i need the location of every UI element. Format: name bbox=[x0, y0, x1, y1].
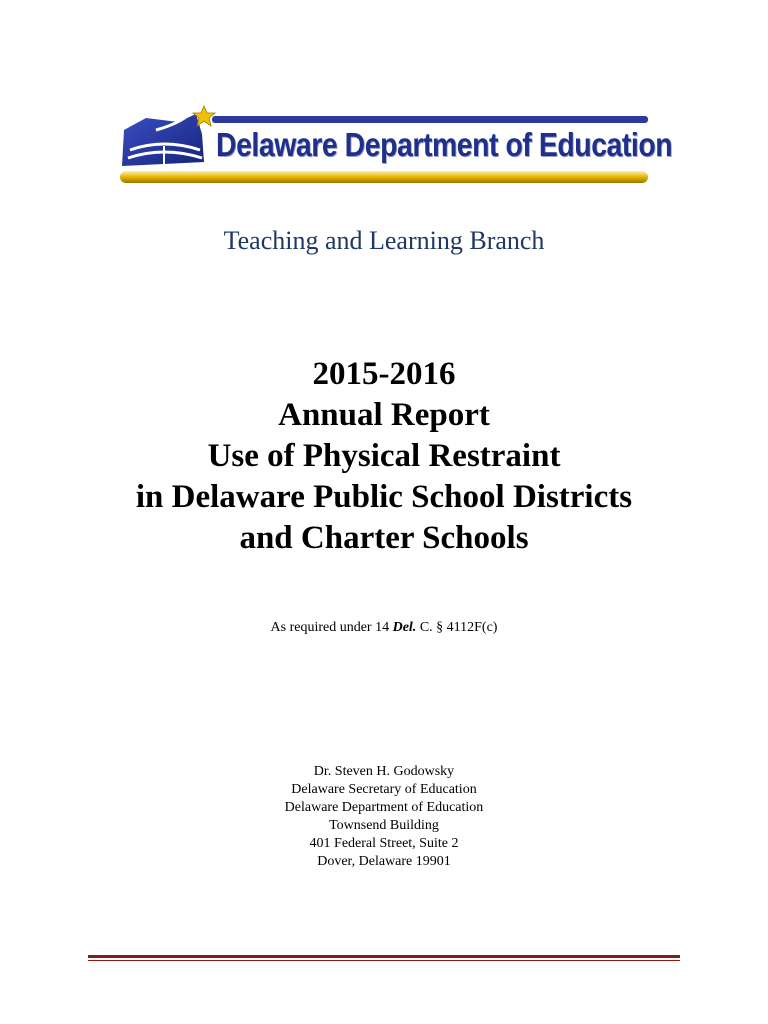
logo-top-bar bbox=[212, 116, 648, 123]
department-logo bbox=[116, 104, 673, 188]
requirement-code: Del. bbox=[392, 620, 417, 635]
address-building: Townsend Building bbox=[329, 818, 439, 833]
title-line-year: 2015-2016 bbox=[312, 356, 456, 392]
book-icon bbox=[122, 114, 204, 166]
footer-divider-thin bbox=[88, 960, 680, 961]
footer-divider bbox=[88, 955, 680, 961]
address-street: 401 Federal Street, Suite 2 bbox=[309, 836, 459, 851]
address-city: Dover, Delaware 19901 bbox=[317, 854, 451, 869]
title-line-report: Annual Report bbox=[278, 397, 490, 433]
logo-wordmark: Delaware Department of Education bbox=[216, 126, 673, 163]
address-name: Dr. Steven H. Godowsky bbox=[313, 764, 455, 779]
requirement-suffix: C. § 4112F(c) bbox=[416, 620, 498, 635]
branch-name: Teaching and Learning Branch bbox=[223, 226, 545, 255]
logo-bottom-bar bbox=[120, 171, 648, 183]
title-line-scope: in Delaware Public School Districts bbox=[135, 479, 633, 515]
report-title bbox=[0, 354, 768, 559]
address-title: Delaware Secretary of Education bbox=[291, 782, 477, 797]
title-line-subject: Use of Physical Restraint bbox=[207, 438, 561, 474]
address-block bbox=[0, 763, 768, 871]
requirement-prefix: As required under 14 bbox=[270, 620, 393, 635]
address-department: Delaware Department of Education bbox=[284, 800, 484, 815]
statutory-requirement bbox=[0, 620, 768, 636]
footer-divider-thick bbox=[88, 955, 680, 958]
title-line-charter: and Charter Schools bbox=[239, 520, 529, 556]
